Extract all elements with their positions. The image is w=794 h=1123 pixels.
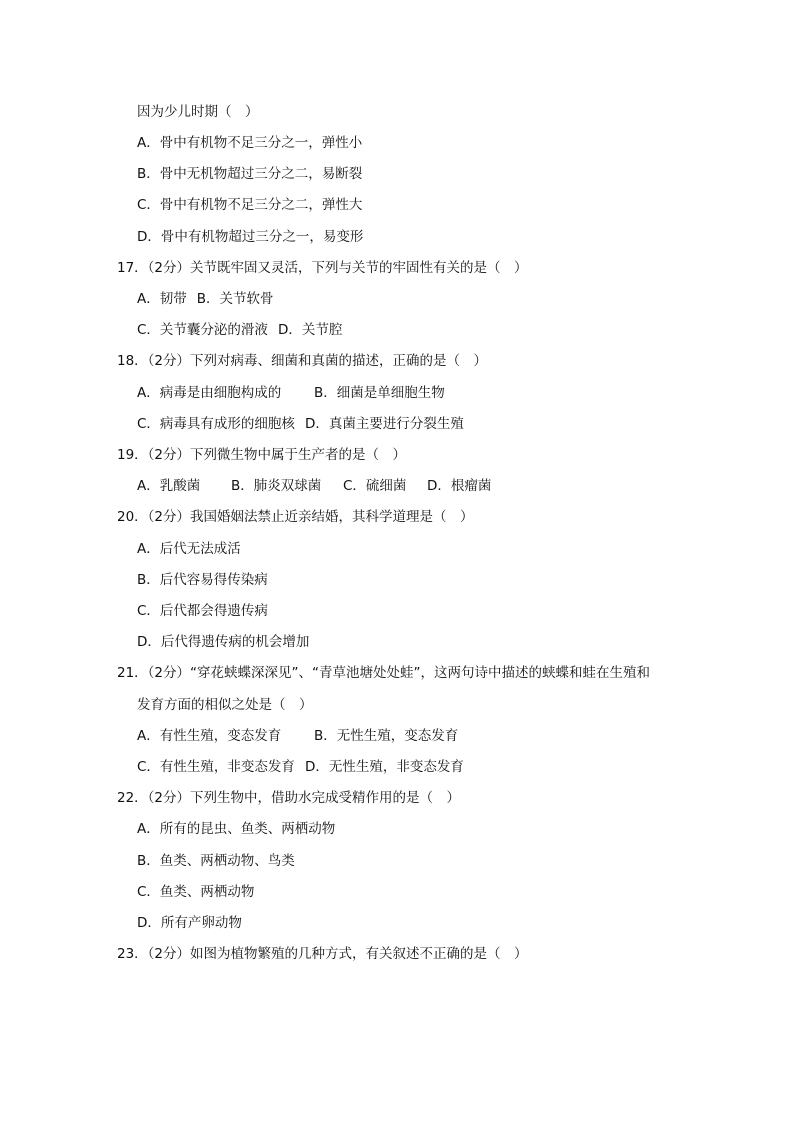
question-21-stem: 21．（2分）“穿花蛱蝶深深见”、“青草池塘处处蛙”，这两句诗中描述的蛱蝶和蛙在生殖和 <box>117 665 650 681</box>
question-17-stem: 17．（2分）关节既牢固又灵活，下列与关节的牢固性有关的是（ ） <box>117 260 528 276</box>
question-21-option-b: B．无性生殖，变态发育 <box>314 728 459 744</box>
question-16-option-b: B．骨中无机物超过三分之二，易断裂 <box>137 166 363 182</box>
question-16-stem-tail: 因为少儿时期（ ） <box>137 104 259 120</box>
question-18-option-d: D．真菌主要进行分裂生殖 <box>304 416 464 432</box>
question-21-options-row-1 <box>137 727 458 745</box>
question-21-option-c: C．有性生殖，非变态发育 <box>137 759 295 775</box>
question-20-option-c: C．后代都会得遗传病 <box>137 603 268 619</box>
question-20-option-d: D．后代得遗传病的机会增加 <box>137 634 310 650</box>
question-18-option-a: A．病毒是由细胞构成的 <box>137 385 282 401</box>
question-18-option-c: C．病毒具有成形的细胞核 <box>137 416 295 432</box>
question-21-options-row-2 <box>137 758 464 776</box>
question-22-option-b: B．鱼类、两栖动物、鸟类 <box>137 853 295 869</box>
question-21-stem-continued: 发育方面的相似之处是（ ） <box>137 697 313 713</box>
question-18-option-b: B．细菌是单细胞生物 <box>314 385 445 401</box>
question-18-stem: 18．（2分）下列对病毒、细菌和真菌的描述，正确的是（ ） <box>117 353 488 369</box>
question-18-options-row-2 <box>137 415 464 433</box>
question-19-option-a: A．乳酸菌 <box>137 478 201 494</box>
question-20-option-b: B．后代容易得传染病 <box>137 572 268 588</box>
question-18-options-row-1 <box>137 384 445 402</box>
question-20-stem: 20．（2分）我国婚姻法禁止近亲结婚，其科学道理是（ ） <box>117 509 474 525</box>
question-22-option-d: D．所有产卵动物 <box>137 915 242 931</box>
question-16-option-d: D．骨中有机物超过三分之一，易变形 <box>137 229 364 245</box>
question-20-option-a: A．后代无法成活 <box>137 541 241 557</box>
question-17-options-row-1 <box>137 290 274 308</box>
question-19-option-d: D．根瘤菌 <box>427 478 492 494</box>
question-17-option-c: C．关节囊分泌的滑液 <box>137 322 268 338</box>
question-17-option-b: B．关节软骨 <box>196 291 274 307</box>
question-16-option-c: C．骨中有机物不足三分之二，弹性大 <box>137 197 363 213</box>
question-17-option-d: D．关节腔 <box>277 322 343 338</box>
question-23-stem: 23．（2分）如图为植物繁殖的几种方式，有关叙述不正确的是（ ） <box>117 946 528 962</box>
question-19-options-row <box>137 477 491 495</box>
question-16-option-a: A．骨中有机物不足三分之一，弹性小 <box>137 135 363 151</box>
question-17-option-a: A．韧带 <box>137 291 187 307</box>
question-21-option-a: A．有性生殖，变态发育 <box>137 728 282 744</box>
question-22-option-a: A．所有的昆虫、鱼类、两栖动物 <box>137 821 336 837</box>
question-21-option-d: D．无性生殖，非变态发育 <box>304 759 464 775</box>
question-19-stem: 19．（2分）下列微生物中属于生产者的是（ ） <box>117 447 407 463</box>
question-19-option-c: C．硫细菌 <box>343 478 407 494</box>
question-17-options-row-2 <box>137 321 342 339</box>
question-22-option-c: C．鱼类、两栖动物 <box>137 884 255 900</box>
question-22-stem: 22．（2分）下列生物中，借助水完成受精作用的是（ ） <box>117 790 461 806</box>
question-19-option-b: B．肺炎双球菌 <box>231 478 322 494</box>
